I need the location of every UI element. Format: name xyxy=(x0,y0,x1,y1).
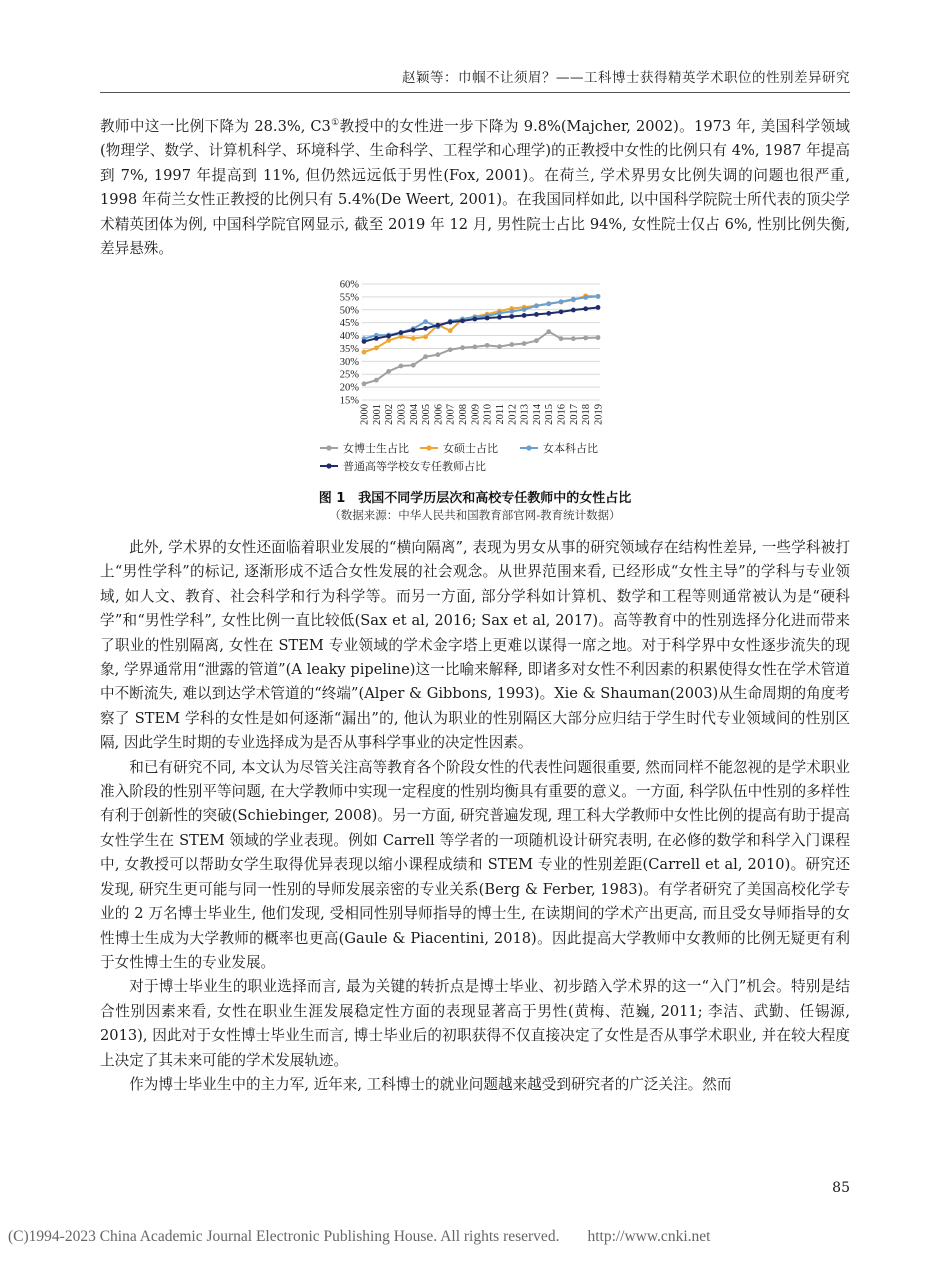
x-tick-label: 2017 xyxy=(568,404,580,425)
y-tick-label: 50% xyxy=(339,305,359,317)
x-tick-label: 2001 xyxy=(371,404,383,425)
data-point xyxy=(509,309,514,314)
paragraph-top-part2: 教授中的女性进一步下降为 9.8%(Majcher, 2002)。1973 年, 美国科学领域(物理学、数学、计算机科学、环境科学、生命科学、工程学和心理学)的正教授中女性的比例只有 4%, 1987 年提高到 7%, 1997 年提高到 11%, 但仍然远远低于男性(Fox, 2001)。在荷兰, 学术界男女比例失调的问题也很严重, 1998 年荷兰女性正教授的比例只有 5.4%(De Weert, 2001)。在我国同样如此, 以中国科学院院士所代表的顶尖学术精英团体为例, 中国科学院官网显示, 截至 2019 年 12 月, 男性院士占比 94%, 女性院士仅占 6%, 性别比例失衡, 差异悬殊。 xyxy=(100,118,851,258)
data-point xyxy=(460,345,465,350)
x-tick-label: 2004 xyxy=(408,404,420,425)
data-point xyxy=(374,378,379,383)
data-point xyxy=(546,301,551,306)
figure-caption-source: （数据来源：中华人民共和国教育部官网-教育统计数据） xyxy=(329,508,621,522)
data-point xyxy=(386,338,391,343)
x-tick-label: 2008 xyxy=(458,404,470,425)
body-paragraph-3: 对于博士毕业生的职业选择而言, 最为关键的转折点是博士毕业、初步踏入学术界的这一“入门”机会。特别是结合性别因素来看, 女性在职业生涯发展稳定性方面的表现显著高于男性(黄梅、范巍, 2011; 李洁、武勤、任锡源, 2013), 因此对于女性博士毕业生而言, 博士毕业后的初职获得不仅直接决定了女性是否从事学术职业, 并在较大程度上决定了其未来可能的学术发展轨迹。 xyxy=(100,978,850,1069)
x-tick-label: 2015 xyxy=(544,404,556,425)
data-point xyxy=(460,318,465,323)
x-tick-label: 2005 xyxy=(421,404,433,425)
data-point xyxy=(509,342,514,347)
data-point xyxy=(534,338,539,343)
x-tick-label: 2012 xyxy=(507,404,519,425)
data-point xyxy=(559,299,564,304)
legend-swatch-marker xyxy=(526,445,531,450)
x-tick-label: 2013 xyxy=(519,404,531,425)
legend-swatch-marker xyxy=(326,445,331,450)
data-point xyxy=(435,323,440,328)
data-point xyxy=(423,326,428,331)
data-point xyxy=(509,314,514,319)
figure-1-chart xyxy=(310,276,650,476)
data-point xyxy=(386,369,391,374)
series-line xyxy=(364,296,598,352)
legend-label: 女博士生占比 xyxy=(343,442,409,455)
data-point xyxy=(497,311,502,316)
data-point xyxy=(435,352,440,357)
y-tick-label: 20% xyxy=(339,382,359,394)
data-point xyxy=(583,335,588,340)
data-point xyxy=(423,354,428,359)
y-tick-label: 30% xyxy=(339,356,359,368)
footnote-mark[interactable]: ① xyxy=(330,118,340,129)
data-point xyxy=(546,329,551,334)
data-point xyxy=(362,339,367,344)
data-point xyxy=(362,350,367,355)
data-point xyxy=(571,308,576,313)
data-point xyxy=(423,319,428,324)
y-tick-label: 45% xyxy=(339,318,359,330)
data-point xyxy=(374,346,379,351)
y-tick-label: 25% xyxy=(339,369,359,381)
x-tick-label: 2007 xyxy=(445,404,457,425)
x-tick-label: 2002 xyxy=(384,404,396,425)
data-point xyxy=(546,311,551,316)
data-point xyxy=(386,334,391,339)
data-point xyxy=(522,307,527,312)
data-point xyxy=(411,363,416,368)
body-paragraph-2: 和已有研究不同, 本文认为尽管关注高等教育各个阶段女性的代表性问题很重要, 然而同样不能忽视的是学术职业准入阶段的性别平等问题, 在大学教师中实现一定程度的性别均衡具有重要的意义。一方面, 科学队伍中性别的多样性有利于创新性的突破(Schiebinger, 2008)。另一方面, 研究普遍发现, 理工科大学教师中女性比例的提高有助于提高女性学生在 STEM 领域的学业表现。例如 Carrell 等学者的一项随机设计研究表明, 在必修的数学和科学入门课程中, 女教授可以帮助女学生取得优异表现以缩小课程成绩和 STEM 专业的性别差距(Carrell et al, 2010)。研究还发现, 研究生更可能与同一性别的导师发展亲密的专业关系(Berg & Ferber, 1983)。有学者研究了美国高校化学专业的 2 万名博士毕业生, 他们发现, 受相同性别导师指导的博士生, 在读期间的学术产出更高, 而且受女导师指导的女性博士生成为大学教师的概率也更高(Gaule & Piacentini, 2018)。因此提高大学教师中女教师的比例无疑更有利于女性博士生的专业发展。 xyxy=(100,758,850,971)
y-tick-label: 60% xyxy=(339,279,359,291)
legend-swatch-marker xyxy=(326,463,331,468)
line-chart xyxy=(310,276,650,476)
data-point xyxy=(559,309,564,314)
data-point xyxy=(522,313,527,318)
data-point xyxy=(522,341,527,346)
data-point xyxy=(485,316,490,321)
data-point xyxy=(583,306,588,311)
legend-label: 普通高等学校女专任教师占比 xyxy=(343,460,486,473)
footer-url[interactable]: http://www.cnki.net xyxy=(587,1228,711,1245)
x-tick-label: 2006 xyxy=(433,404,445,425)
legend-label: 女本科占比 xyxy=(543,442,598,455)
body-text xyxy=(100,536,850,1097)
body-paragraph-4: 作为博士毕业生中的主力军, 近年来, 工科博士的就业问题越来越受到研究者的广泛关注。然而 xyxy=(129,1075,732,1093)
footer-copyright: (C)1994-2023 China Academic Journal Electronic Publishing House. All rights reserved. xyxy=(8,1228,560,1245)
x-tick-label: 2018 xyxy=(581,404,593,425)
data-point xyxy=(596,294,601,299)
x-tick-label: 2010 xyxy=(482,404,494,425)
y-tick-label: 55% xyxy=(339,292,359,304)
x-tick-label: 2016 xyxy=(556,404,568,425)
data-point xyxy=(485,343,490,348)
data-point xyxy=(374,336,379,341)
data-point xyxy=(448,320,453,325)
data-point xyxy=(399,330,404,335)
data-point xyxy=(448,347,453,352)
data-point xyxy=(596,335,601,340)
header-rule xyxy=(100,92,850,93)
data-point xyxy=(411,328,416,333)
x-tick-label: 2009 xyxy=(470,404,482,425)
data-point xyxy=(362,381,367,386)
x-tick-label: 2019 xyxy=(593,404,605,425)
data-point xyxy=(411,336,416,341)
data-point xyxy=(534,304,539,309)
data-point xyxy=(534,312,539,317)
x-tick-label: 2011 xyxy=(494,404,506,425)
paragraph-top-part1: 教师中这一比例下降为 28.3%, C3 xyxy=(100,118,331,135)
data-point xyxy=(571,336,576,341)
y-tick-label: 35% xyxy=(339,343,359,355)
data-point xyxy=(423,334,428,339)
x-tick-label: 2014 xyxy=(531,404,543,425)
data-point xyxy=(497,315,502,320)
data-point xyxy=(497,344,502,349)
y-tick-label: 40% xyxy=(339,331,359,343)
data-point xyxy=(448,328,453,333)
data-point xyxy=(472,344,477,349)
body-paragraph-1: 此外, 学术界的女性还面临着职业发展的“横向隔离”, 表现为男女从事的研究领域存在结构性差异, 一些学科被打上“男性学科”的标记, 逐渐形成不适合女性发展的社会观念。从世界范围来看, 已经形成“女性主导”的学科与专业领域, 如人文、教育、社会科学和行为科学等。而另一方面, 部分学科如计算机、数学和工程等则通常被认为是“硬科学”和“男性学科”, 女性比例一直比较低(Sax et al, 2016; Sax et al, 2017)。高等教育中的性别选择分化进而带来了职业的性别隔离, 女性在 STEM 专业领域的学术金字塔上更难以谋得一席之地。对于科学界中女性逐步流失的现象, 学界通常用“泄露的管道”(A leaky pipeline)这一比喻来解释, 即诸多对女性不利因素的积累使得女性在学术管道中不断流失, 难以到达学术管道的“终端”(Alper & Gibbons, 1993)。Xie & Shauman(2003)从生命周期的角度考察了 STEM 学科的女性是如何逐渐“漏出”的, 他认为职业的性别隔区大部分应归结于学生时代专业领域间的性别区隔, 因此学生时期的专业选择成为是否从事科学事业的决定性因素。 xyxy=(100,539,850,752)
figure-caption-title: 图 1 我国不同学历层次和高校专任教师中的女性占比 xyxy=(318,491,632,506)
running-header: 赵颖等：巾帼不让须眉？——工科博士获得精英学术职位的性别差异研究 xyxy=(402,70,850,86)
paragraph-top xyxy=(100,115,850,261)
page-number: 85 xyxy=(832,1180,850,1196)
data-point xyxy=(472,317,477,322)
x-tick-label: 2000 xyxy=(359,404,371,425)
y-tick-label: 15% xyxy=(339,395,359,407)
data-point xyxy=(559,336,564,341)
copyright-footer xyxy=(8,1228,710,1246)
legend-label: 女硕士占比 xyxy=(443,442,498,455)
data-point xyxy=(583,295,588,300)
x-tick-label: 2003 xyxy=(396,404,408,425)
data-point xyxy=(596,305,601,310)
data-point xyxy=(399,364,404,369)
legend-swatch-marker xyxy=(426,445,431,450)
data-point xyxy=(571,297,576,302)
